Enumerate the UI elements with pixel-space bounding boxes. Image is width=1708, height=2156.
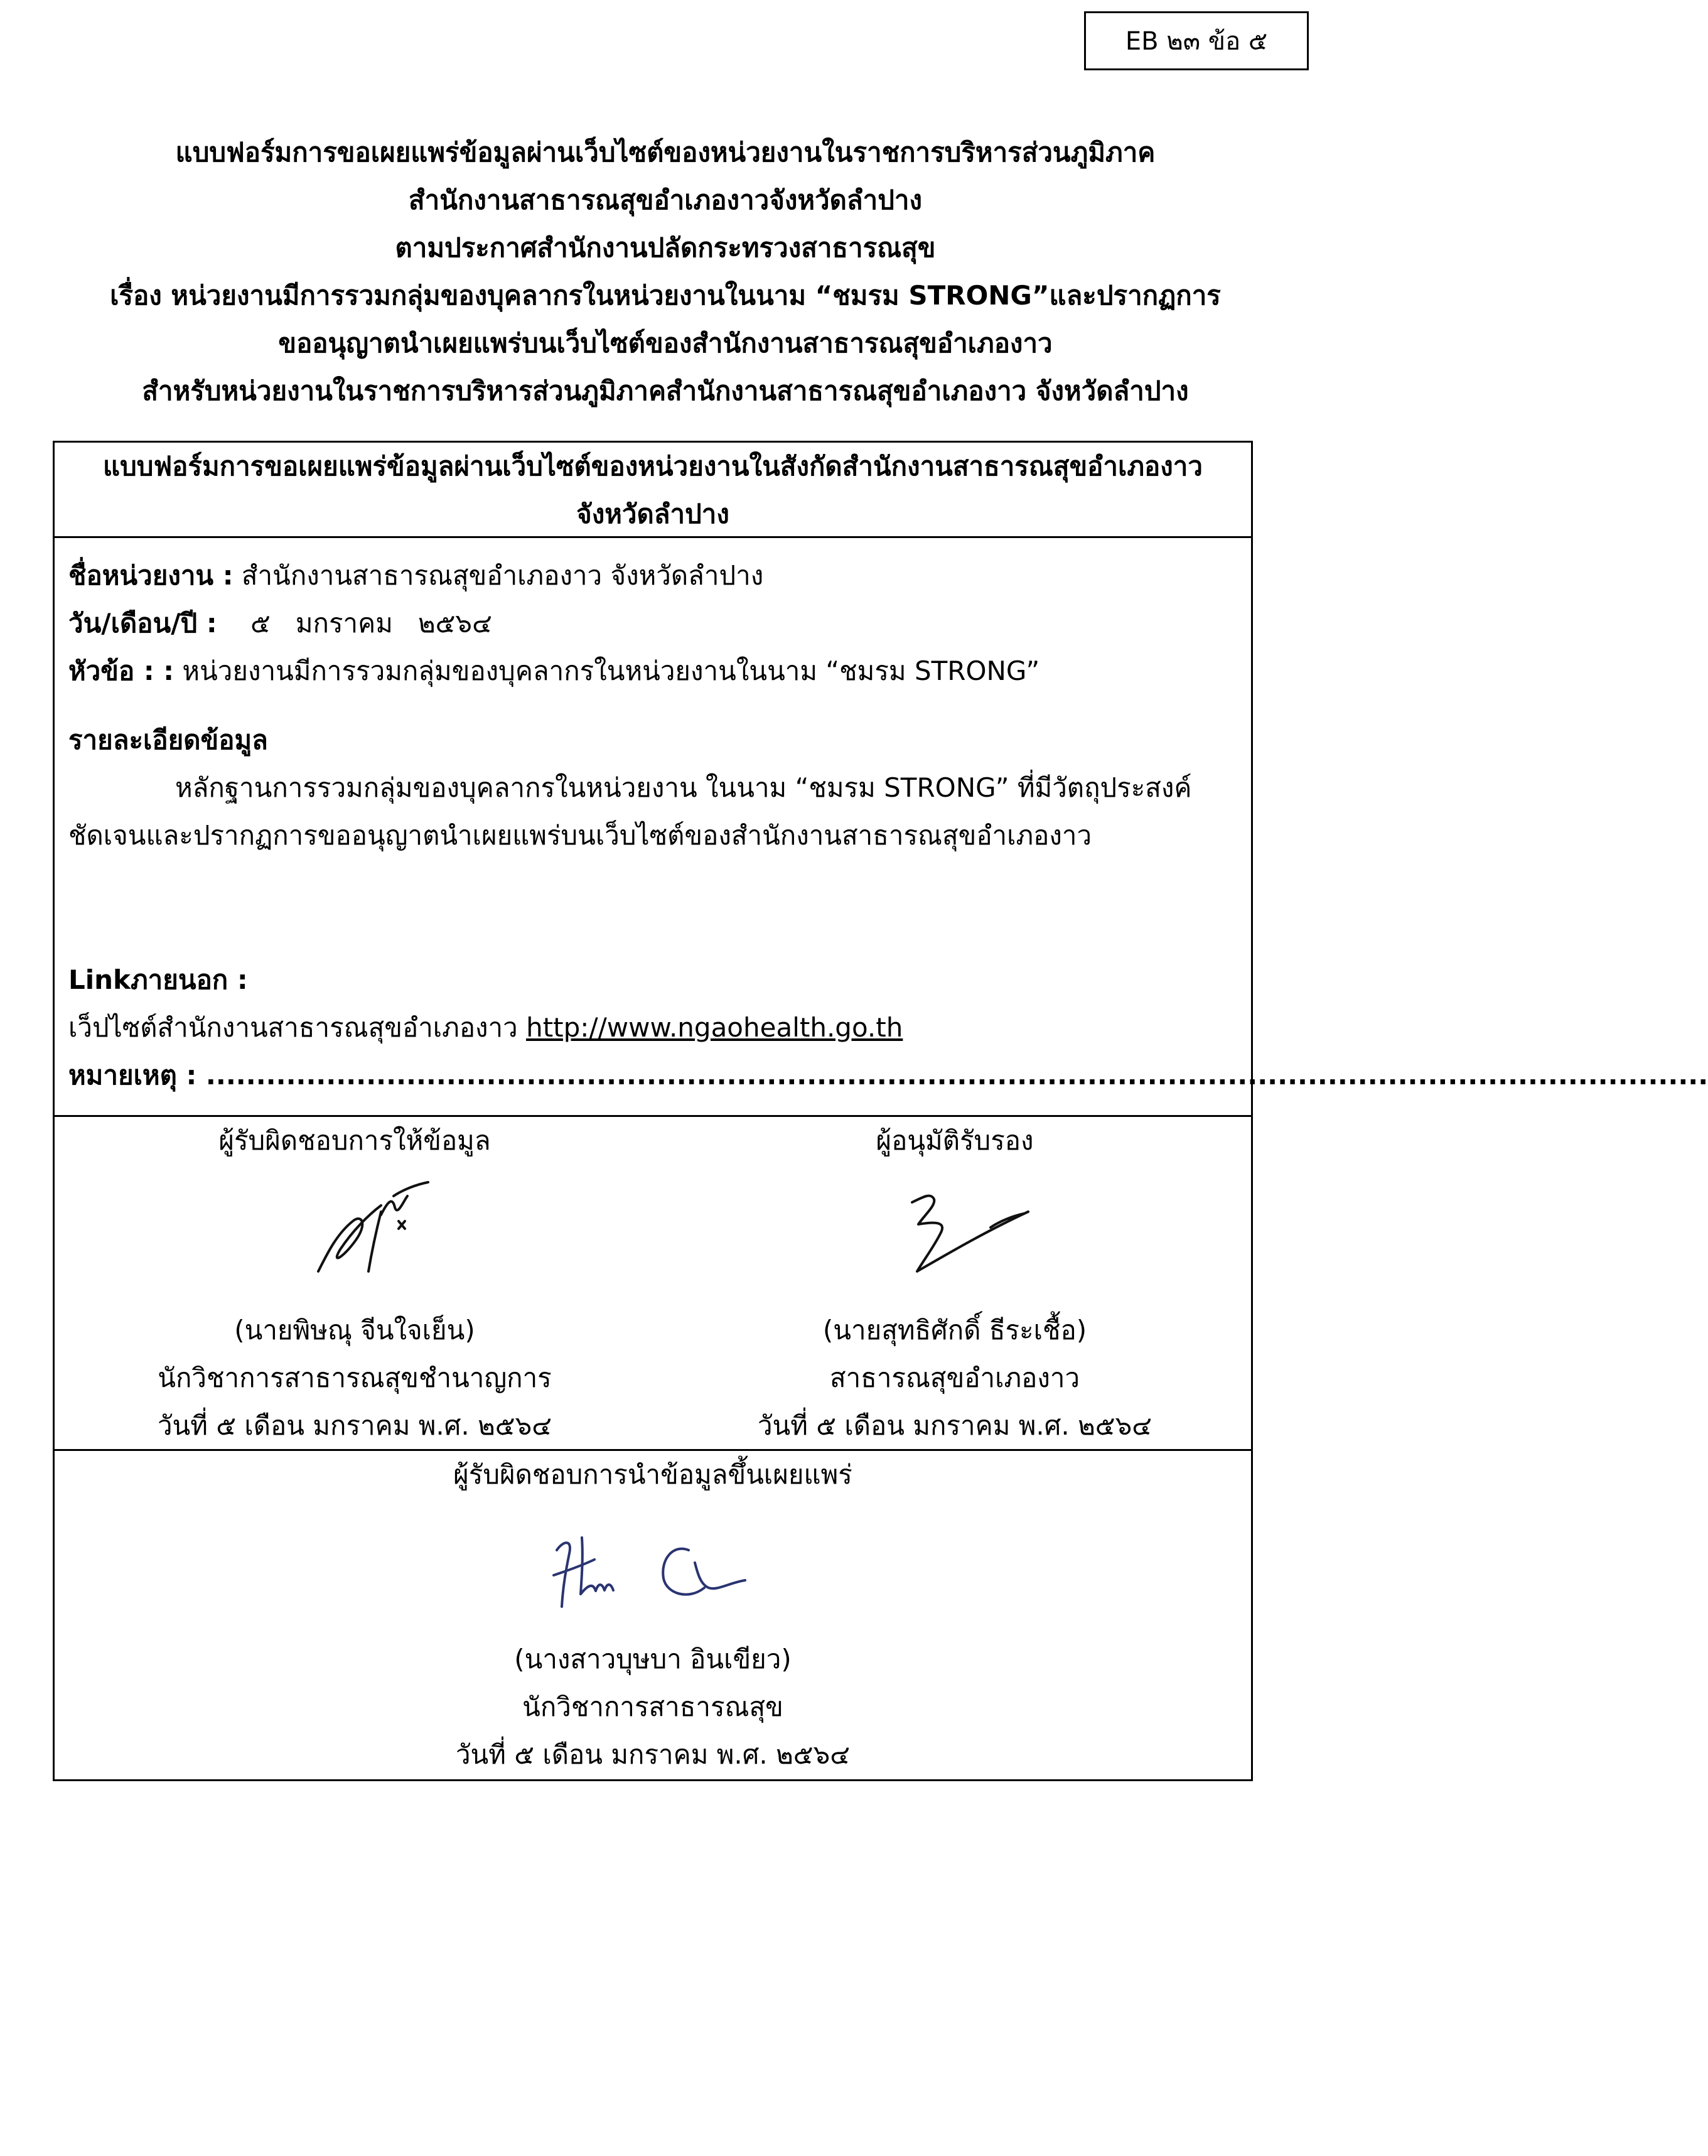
publisher-date: วันที่ ๕ เดือน มกราคม พ.ศ. ๒๕๖๔ — [455, 1739, 851, 1770]
form-title-line-2: จังหวัดลำปาง — [576, 499, 729, 529]
publication-form — [53, 441, 1708, 1781]
approver-date: วันที่ ๕ เดือน มกราคม พ.ศ. ๒๕๖๔ — [757, 1410, 1152, 1441]
signature-section — [55, 1117, 1251, 1451]
form-details-section — [55, 538, 1708, 1117]
website-link[interactable]: http://www.ngaohealth.go.th — [526, 1012, 903, 1043]
header-line-1: แบบฟอร์มการขอเผยแพร่ข้อมูลผ่านเว็บไซต์ของหน่วยงานในราชการบริหารส่วนภูมิภาค — [175, 137, 1156, 168]
provider-role: ผู้รับผิดชอบการให้ข้อมูล — [218, 1125, 491, 1156]
unit-row — [68, 557, 763, 595]
topic-label: หัวข้อ : : — [68, 655, 175, 686]
note-row — [68, 1057, 1708, 1094]
topic-row — [68, 652, 1039, 690]
website-row — [68, 1009, 903, 1047]
provider-position: นักวิชาการสาธารณสุขชำนาญการ — [158, 1362, 552, 1393]
provider-date: วันที่ ๕ เดือน มกราคม พ.ศ. ๒๕๖๔ — [157, 1410, 552, 1441]
publisher-role: ผู้รับผิดชอบการนำข้อมูลขึ้นเผยแพร่ — [453, 1459, 852, 1490]
header-line-2: สำนักงานสาธารณสุขอำเภองาวจังหวัดลำปาง — [409, 185, 922, 215]
detail-line-2: ชัดเจนและปรากฏการขออนุญาตนำเผยแพร่บนเว็บไซต์ของสำนักงานสาธารณสุขอำเภองาว — [68, 820, 1092, 851]
approver-signature-image — [881, 1177, 1044, 1290]
date-value: ๕ มกราคม ๒๕๖๔ — [217, 608, 492, 639]
external-link-label: Linkภายนอก : — [68, 964, 248, 995]
unit-value: สำนักงานสาธารณสุขอำเภองาว จังหวัดลำปาง — [233, 560, 764, 591]
approver-name: (นายสุทธิศักดิ์ ธีระเชื้อ) — [822, 1315, 1087, 1345]
note-label: หมายเหตุ : — [68, 1060, 206, 1091]
provider-name: (นายพิษณุ จีนใจเย็น) — [234, 1315, 475, 1345]
date-row — [68, 605, 492, 642]
document-header — [0, 129, 1331, 415]
topic-value: หน่วยงานมีการรวมกลุ่มของบุคลากรในหน่วยงานในนาม “ชมรม STRONG” — [174, 655, 1040, 686]
publisher-position: นักวิชาการสาธารณสุข — [522, 1691, 783, 1722]
reference-code: EB ๒๓ ข้อ ๕ — [1125, 27, 1268, 56]
publisher-signature-image — [544, 1525, 770, 1619]
approver-position: สาธารณสุขอำเภองาว — [829, 1362, 1080, 1393]
approver-role: ผู้อนุมัติรับรอง — [876, 1125, 1034, 1156]
note-dots: ...................................................................................................................................................... — [205, 1060, 1708, 1091]
provider-signature-image — [293, 1177, 444, 1290]
reference-code-box — [1084, 11, 1309, 70]
publisher-section — [55, 1451, 1251, 1781]
form-title-line-1: แบบฟอร์มการขอเผยแพร่ข้อมูลผ่านเว็บไซต์ของหน่วยงานในสังกัดสำนักงานสาธารณสุขอำเภองาว — [103, 451, 1203, 482]
header-line-3: ตามประกาศสำนักงานปลัดกระทรวงสาธารณสุข — [395, 232, 936, 263]
detail-line-1: หลักฐานการรวมกลุ่มของบุคลากรในหน่วยงาน ในนาม “ชมรม STRONG” ที่มีวัตถุประสงค์ — [175, 772, 1192, 803]
header-line-5: ขออนุญาตนำเผยแพร่บนเว็บไซต์ของสำนักงานสาธารณสุขอำเภองาว — [278, 328, 1053, 358]
publisher-name: (นางสาวบุษบา อินเขียว) — [514, 1644, 792, 1674]
unit-label: ชื่อหน่วยงาน : — [68, 560, 234, 591]
form-title-section — [55, 443, 1251, 538]
detail-label: รายละเอียดข้อมูล — [68, 725, 268, 755]
date-label: วัน/เดือน/ปี : — [68, 608, 217, 639]
header-line-4: เรื่อง หน่วยงานมีการรวมกลุ่มของบุคลากรในหน่วยงานในนาม “ชมรม STRONG”และปรากฏการ — [110, 280, 1221, 311]
website-label: เว็ปไซต์สำนักงานสาธารณสุขอำเภองาว — [68, 1012, 527, 1043]
header-line-6: สำหรับหน่วยงานในราชการบริหารส่วนภูมิภาคสำนักงานสาธารณสุขอำเภองาว จังหวัดลำปาง — [142, 375, 1189, 406]
